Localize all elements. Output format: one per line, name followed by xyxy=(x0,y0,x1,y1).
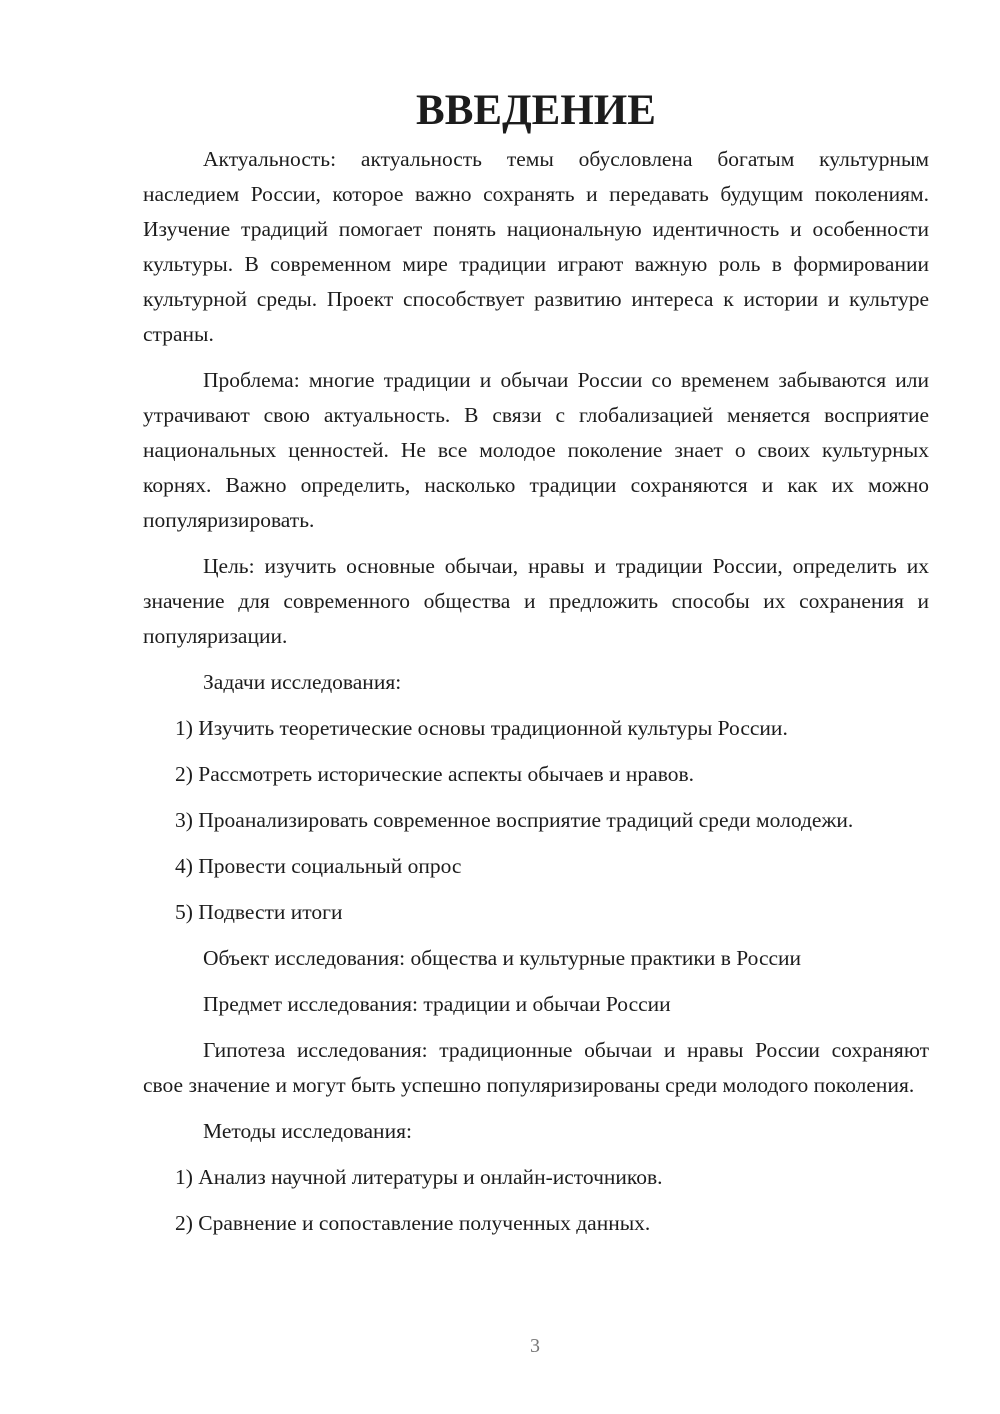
research-hypothesis: Гипотеза исследования: традиционные обычаи и нравы России сохраняют свое значение и могут быть успешно популяризированы среди молодого поколения. xyxy=(143,1038,929,1097)
method-item: 2) Сравнение и сопоставление полученных данных. xyxy=(175,1211,651,1235)
research-subject: Предмет исследования: традиции и обычаи России xyxy=(203,992,671,1016)
page-title: ВВЕДЕНИЕ xyxy=(416,87,656,134)
goal-paragraph: Цель: изучить основные обычаи, нравы и традиции России, определить их значение для современного общества и предложить способы их сохранения и популяризации. xyxy=(143,554,929,648)
relevance-paragraph: Актуальность: актуальность темы обусловлена богатым культурным наследием России, которое важно сохранять и передавать будущим поколениям. Изучение традиций помогает понять национальную идентичность и особенности культуры. В современном мире традиции играют важную роль в формировании культурной среды. Проект способствует развитию интереса к истории и культуре страны. xyxy=(143,147,929,346)
tasks-heading: Задачи исследования: xyxy=(203,670,402,694)
task-item: 3) Проанализировать современное восприятие традиций среди молодежи. xyxy=(175,808,854,832)
task-item: 2) Рассмотреть исторические аспекты обычаев и нравов. xyxy=(175,762,694,786)
document-body xyxy=(143,142,929,1252)
method-item: 1) Анализ научной литературы и онлайн-источников. xyxy=(175,1165,663,1189)
problem-paragraph: Проблема: многие традиции и обычаи России со временем забываются или утрачивают свою актуальность. В связи с глобализацией меняется восприятие национальных ценностей. Не все молодое поколение знает о своих культурных корнях. Важно определить, насколько традиции сохраняются и как их можно популяризировать. xyxy=(143,368,929,532)
page-number: 3 xyxy=(530,1335,540,1357)
task-item: 5) Подвести итоги xyxy=(175,900,343,924)
task-item: 1) Изучить теоретические основы традиционной культуры России. xyxy=(175,716,788,740)
methods-heading: Методы исследования: xyxy=(203,1119,412,1143)
task-item: 4) Провести социальный опрос xyxy=(175,854,462,878)
research-object: Объект исследования: общества и культурные практики в России xyxy=(203,946,802,970)
